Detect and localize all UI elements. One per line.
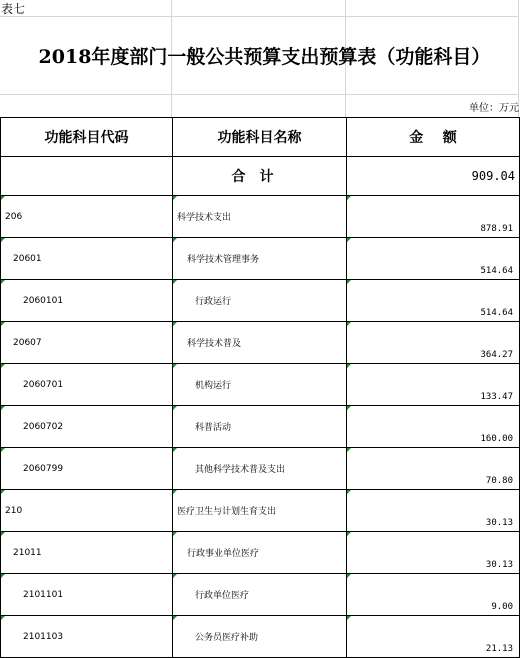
- name-text: 行政事业单位医疗: [187, 549, 260, 559]
- name-cell[interactable]: [173, 532, 347, 574]
- code-text: 2060101: [23, 295, 64, 306]
- comment-marker-icon: [1, 280, 5, 284]
- comment-marker-icon: [1, 238, 5, 242]
- name-text: 科学技术支出: [177, 213, 232, 223]
- code-text: 2060799: [23, 463, 64, 474]
- table-row: [1, 574, 520, 616]
- page-title: 2018年度部门一般公共预算支出预算表（功能科目）: [38, 46, 491, 68]
- name-text: 科普活动: [195, 423, 232, 433]
- code-cell[interactable]: [1, 448, 173, 490]
- name-text: 科学技术管理事务: [187, 255, 260, 265]
- code-text: 2060701: [23, 379, 64, 390]
- total-code-cell[interactable]: [1, 157, 173, 196]
- comment-marker-icon: [1, 448, 5, 452]
- name-cell[interactable]: [173, 196, 347, 238]
- code-cell[interactable]: [1, 490, 173, 532]
- name-cell[interactable]: [173, 574, 347, 616]
- amount-text: 514.64: [480, 308, 513, 318]
- name-cell[interactable]: [173, 364, 347, 406]
- comment-marker-icon: [1, 616, 5, 620]
- total-amount[interactable]: 909.04: [347, 157, 520, 196]
- header-amount[interactable]: 金 额: [347, 118, 520, 157]
- comment-marker-icon: [1, 490, 5, 494]
- name-cell[interactable]: [173, 448, 347, 490]
- amount-text: 70.80: [485, 476, 513, 486]
- name-text: 其他科学技术普及支出: [195, 465, 286, 475]
- table-row: [1, 196, 520, 238]
- amount-text: 30.13: [485, 518, 513, 528]
- code-cell[interactable]: [1, 322, 173, 364]
- amount-text: 878.91: [480, 224, 513, 234]
- name-text: 公务员医疗补助: [195, 633, 259, 643]
- comment-marker-icon: [347, 196, 351, 200]
- comment-marker-icon: [1, 364, 5, 368]
- code-cell[interactable]: [1, 574, 173, 616]
- comment-marker-icon: [347, 364, 351, 368]
- comment-marker-icon: [173, 364, 177, 368]
- table-row: [1, 280, 520, 322]
- code-text: 20607: [13, 337, 42, 348]
- table-row: [1, 490, 520, 532]
- name-cell[interactable]: [173, 322, 347, 364]
- name-text: 医疗卫生与计划生育支出: [177, 507, 277, 517]
- code-text: 206: [5, 211, 23, 222]
- unit-label: 单位：万元: [469, 103, 519, 114]
- code-text: 2060702: [23, 421, 64, 432]
- amount-cell[interactable]: [347, 364, 520, 406]
- code-text: 2101101: [23, 589, 64, 600]
- amount-text: 133.47: [480, 392, 513, 402]
- comment-marker-icon: [347, 490, 351, 494]
- comment-marker-icon: [347, 532, 351, 536]
- amount-cell[interactable]: [347, 280, 520, 322]
- sheet-label: 表七: [1, 2, 26, 16]
- amount-cell[interactable]: [347, 448, 520, 490]
- header-row: [1, 118, 520, 157]
- comment-marker-icon: [347, 574, 351, 578]
- comment-marker-icon: [347, 238, 351, 242]
- amount-text: 30.13: [485, 560, 513, 570]
- comment-marker-icon: [347, 616, 351, 620]
- amount-cell[interactable]: [347, 532, 520, 574]
- comment-marker-icon: [1, 196, 5, 200]
- code-text: 21011: [13, 547, 42, 558]
- code-cell[interactable]: [1, 280, 173, 322]
- comment-marker-icon: [173, 280, 177, 284]
- name-cell[interactable]: [173, 280, 347, 322]
- header-code[interactable]: 功能科目代码: [1, 118, 173, 157]
- table-row: [1, 238, 520, 280]
- table-row: [1, 406, 520, 448]
- gridline: [0, 94, 519, 95]
- comment-marker-icon: [1, 406, 5, 410]
- table-row: [1, 448, 520, 490]
- total-label[interactable]: 合计: [173, 157, 347, 196]
- table-row: [1, 364, 520, 406]
- amount-cell[interactable]: [347, 574, 520, 616]
- name-cell[interactable]: [173, 406, 347, 448]
- amount-cell[interactable]: [347, 196, 520, 238]
- code-cell[interactable]: [1, 364, 173, 406]
- amount-cell[interactable]: [347, 322, 520, 364]
- budget-table: [0, 117, 520, 658]
- comment-marker-icon: [173, 490, 177, 494]
- table-row: [1, 532, 520, 574]
- amount-text: 9.00: [491, 602, 513, 612]
- amount-text: 364.27: [480, 350, 513, 360]
- amount-cell[interactable]: [347, 238, 520, 280]
- comment-marker-icon: [173, 406, 177, 410]
- code-text: 20601: [13, 253, 42, 264]
- amount-cell[interactable]: [347, 406, 520, 448]
- comment-marker-icon: [347, 280, 351, 284]
- amount-text: 514.64: [480, 266, 513, 276]
- amount-text: 21.13: [485, 644, 513, 654]
- comment-marker-icon: [173, 616, 177, 620]
- table-row: [1, 616, 520, 658]
- comment-marker-icon: [173, 196, 177, 200]
- name-cell[interactable]: [173, 238, 347, 280]
- comment-marker-icon: [173, 448, 177, 452]
- name-cell[interactable]: [173, 490, 347, 532]
- code-cell[interactable]: [1, 532, 173, 574]
- amount-cell[interactable]: [347, 616, 520, 658]
- gridline: [0, 16, 519, 17]
- code-cell[interactable]: [1, 196, 173, 238]
- comment-marker-icon: [347, 322, 351, 326]
- table-row: [1, 322, 520, 364]
- name-cell[interactable]: [173, 616, 347, 658]
- header-name[interactable]: 功能科目名称: [173, 118, 347, 157]
- name-text: 机构运行: [195, 381, 232, 391]
- comment-marker-icon: [173, 238, 177, 242]
- name-text: 科学技术普及: [187, 339, 242, 349]
- comment-marker-icon: [347, 448, 351, 452]
- name-text: 行政运行: [195, 297, 232, 307]
- comment-marker-icon: [173, 532, 177, 536]
- code-cell[interactable]: [1, 616, 173, 658]
- amount-text: 160.00: [480, 434, 513, 444]
- amount-cell[interactable]: [347, 490, 520, 532]
- comment-marker-icon: [1, 322, 5, 326]
- name-text: 行政单位医疗: [195, 591, 250, 601]
- code-text: 210: [5, 505, 23, 516]
- comment-marker-icon: [1, 574, 5, 578]
- comment-marker-icon: [1, 532, 5, 536]
- code-cell[interactable]: [1, 238, 173, 280]
- comment-marker-icon: [173, 322, 177, 326]
- comment-marker-icon: [347, 406, 351, 410]
- comment-marker-icon: [173, 574, 177, 578]
- code-text: 2101103: [23, 631, 64, 642]
- total-row: [1, 157, 520, 196]
- code-cell[interactable]: [1, 406, 173, 448]
